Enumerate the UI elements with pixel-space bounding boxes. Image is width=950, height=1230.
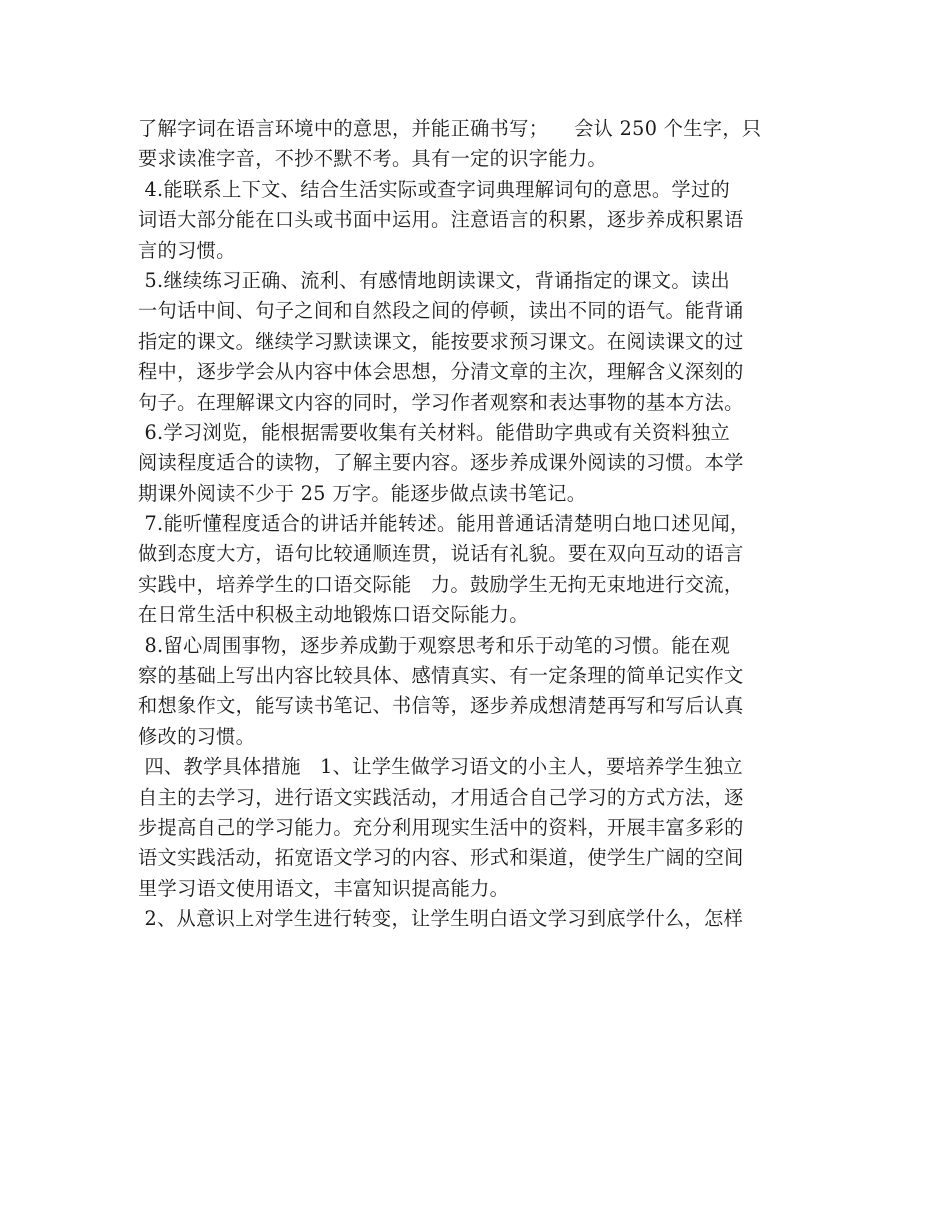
text-line: 做到态度大方，语句比较通顺连贯，说话有礼貌。要在双向互动的语言 <box>138 542 744 566</box>
text-line: 8.留心周围事物，逐步养成勤于观察思考和乐于动笔的习惯。能在观 <box>138 633 731 657</box>
text-line: 察的基础上写出内容比较具体、感情真实、有一定条理的简单记实作文 <box>138 664 744 688</box>
text-line: 句子。在理解课文内容的同时，学习作者观察和表达事物的基本方法。 <box>138 390 744 414</box>
text-line: 词语大部分能在口头或书面中运用。注意语言的积累，逐步养成积累语 <box>138 208 744 232</box>
document-body <box>138 114 828 935</box>
text-line: 里学习语文使用语文，丰富知识提高能力。 <box>138 876 510 900</box>
text-line: 四、教学具体措施 1、让学生做学习语文的小主人，要培养学生独立 <box>138 755 743 779</box>
text-line: 步提高自己的学习能力。充分利用现实生活中的资料，开展丰富多彩的 <box>138 815 744 839</box>
text-line: 7.能听懂程度适合的讲话并能转述。能用普通话清楚明白地口述见闻， <box>138 512 750 536</box>
text-line: 4.能联系上下文、结合生活实际或查字词典理解词句的意思。学过的 <box>138 177 731 201</box>
text-line: 6.学习浏览，能根据需要收集有关材料。能借助字典或有关资料独立 <box>138 420 731 444</box>
text-line: 在日常生活中积极主动地锻炼口语交际能力。 <box>138 603 529 627</box>
text-line: 5.继续练习正确、流利、有感情地朗读课文，背诵指定的课文。读出 <box>138 268 731 292</box>
text-line: 要求读准字音，不抄不默不考。具有一定的识字能力。 <box>138 147 607 171</box>
text-line: 语文实践活动，拓宽语文学习的内容、形式和渠道，使学生广阔的空间 <box>138 846 744 870</box>
text-line: 指定的课文。继续学习默读课文，能按要求预习课文。在阅读课文的过 <box>138 329 744 353</box>
text-line: 期课外阅读不少于 25 万字。能逐步做点读书笔记。 <box>138 481 587 505</box>
text-line: 言的习惯。 <box>138 238 236 262</box>
text-line: 2、从意识上对学生进行转变，让学生明白语文学习到底学什么，怎样 <box>138 907 744 931</box>
text-line: 程中，逐步学会从内容中体会思想，分清文章的主次，理解含义深刻的 <box>138 360 744 384</box>
text-line: 修改的习惯。 <box>138 724 256 748</box>
text-line: 自主的去学习，进行语文实践活动，才用适合自己学习的方式方法，逐 <box>138 785 744 809</box>
text-line: 和想象作文，能写读书笔记、书信等，逐步养成想清楚再写和写后认真 <box>138 694 744 718</box>
text-line: 阅读程度适合的读物，了解主要内容。逐步养成课外阅读的习惯。本学 <box>138 451 744 475</box>
text-line: 了解字词在语言环境中的意思，并能正确书写； 会认 250 个生字，只 <box>138 117 762 140</box>
text-line: 一句话中间、句子之间和自然段之间的停顿，读出不同的语气。能背诵 <box>138 299 744 323</box>
text-line: 实践中，培养学生的口语交际能 力。鼓励学生无拘无束地进行交流， <box>138 572 744 596</box>
